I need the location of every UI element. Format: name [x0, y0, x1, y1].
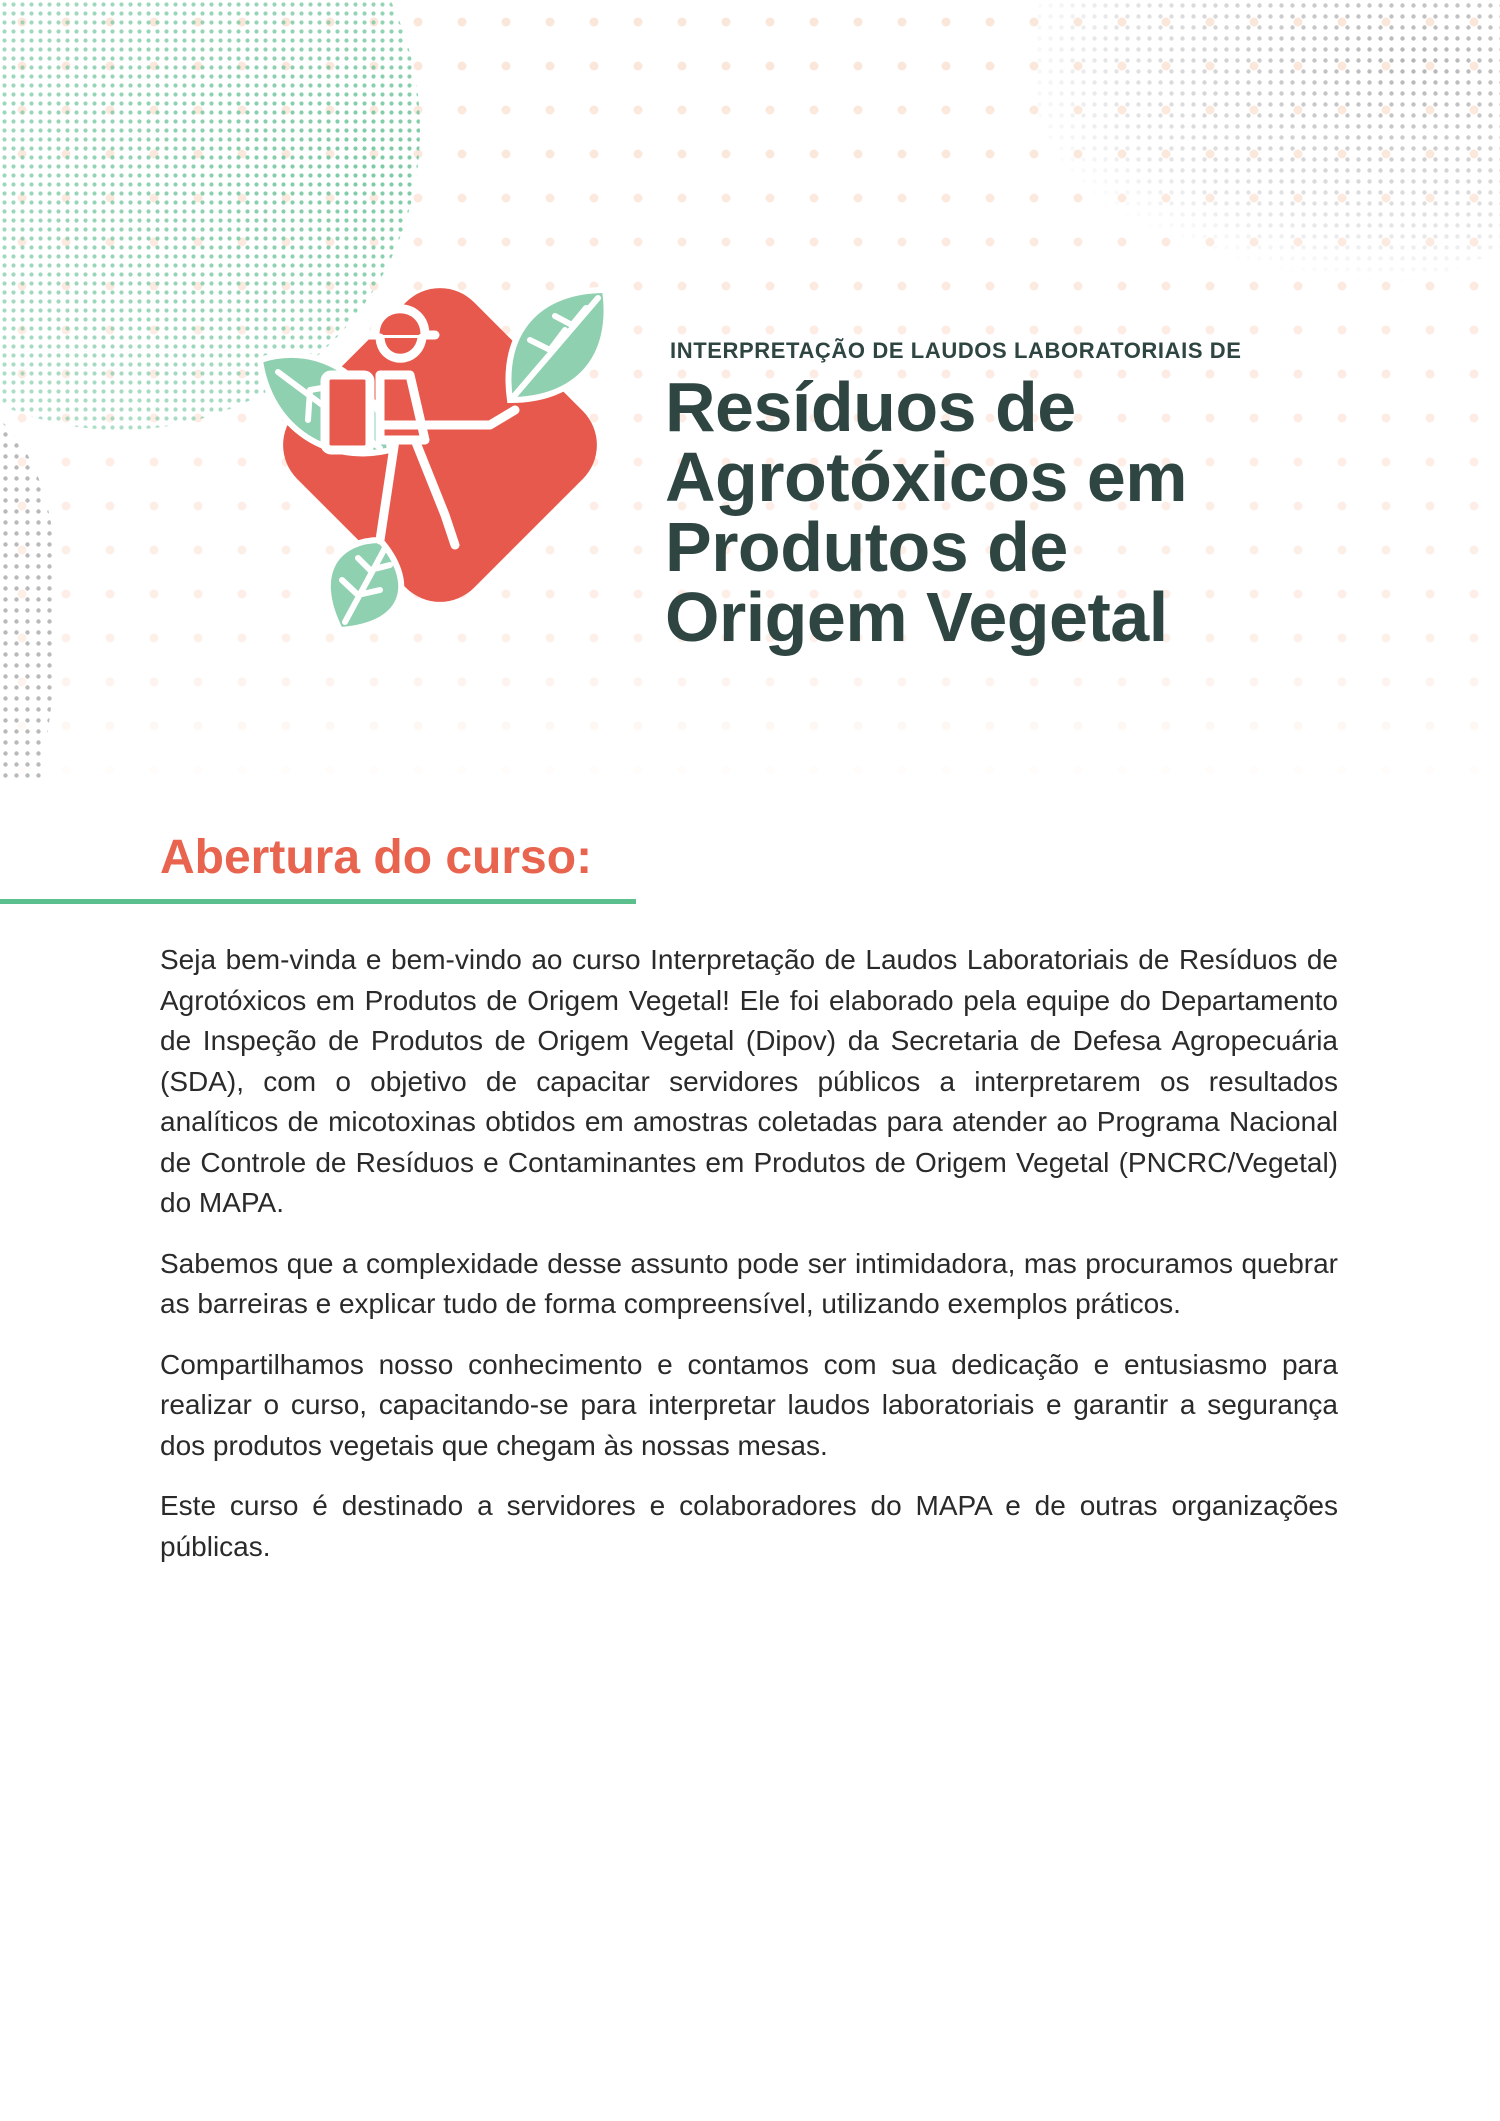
body-text: [160, 940, 1338, 1587]
leaf-right-icon: [508, 290, 606, 400]
section-divider: [0, 899, 636, 904]
paragraph: Este curso é destinado a servidores e colaboradores do MAPA e de outras organizações públicas.: [160, 1490, 1338, 1562]
header: [0, 0, 1500, 780]
leaf-bottom-icon: [328, 540, 401, 630]
course-title-line: Agrotóxicos em: [665, 438, 1187, 516]
course-title-line: Resíduos de: [665, 368, 1076, 446]
course-kicker: INTERPRETAÇÃO DE LAUDOS LABORATORIAIS DE: [670, 338, 1242, 363]
course-logo: [230, 250, 640, 690]
paragraph: Seja bem-vinda e bem-vindo ao curso Interpretação de Laudos Laboratoriais de Resíduos de Agrotóxicos em Produtos de Origem Vegetal! Ele foi elaborado pela equipe do Departamento de Inspeção de Produtos de Origem Vegetal (Dipov) da Secretaria de Defesa Agropecuária (SDA), com o objetivo de capacitar servidores públicos a interpretarem os resultados analíticos de micotoxinas obtidos em amostras coletadas para atender ao Programa Nacional de Controle de Resíduos e Contaminantes em Produtos de Origem Vegetal (PNCRC/Vegetal) do MAPA.: [160, 944, 1338, 1218]
course-title-line: Produtos de: [665, 508, 1068, 586]
course-title-line: Origem Vegetal: [665, 578, 1168, 656]
course-title: [665, 368, 1385, 656]
section-heading: Abertura do curso:: [160, 831, 593, 884]
paragraph: Sabemos que a complexidade desse assunto pode ser intimidadora, mas procuramos quebrar as barreiras e explicar tudo de forma compreensível, utilizando exemplos práticos.: [160, 1247, 1338, 1319]
paragraph: Compartilhamos nosso conhecimento e contamos com sua dedicação e entusiasmo para realizar o curso, capacitando-se para interpretar laudos laboratoriais e garantir a segurança dos produtos vegetais que chegam às nossas mesas.: [160, 1348, 1338, 1461]
